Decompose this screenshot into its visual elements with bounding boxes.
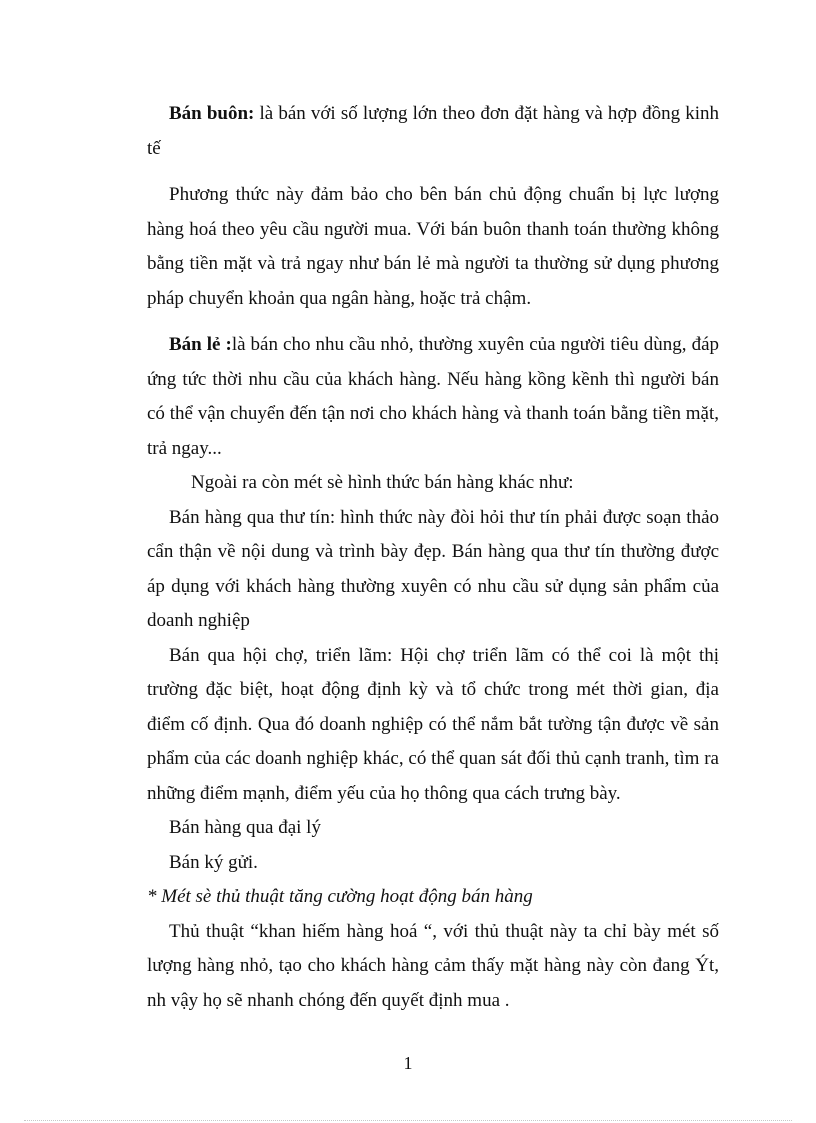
term-ban-le: Bán lẻ : bbox=[169, 334, 232, 355]
paragraph-ban-le bbox=[147, 328, 719, 466]
page-number: 1 bbox=[403, 1053, 413, 1073]
paragraph-thu-tin: Bán hàng qua thư tín: hình thức này đòi hỏi thư tín phải được soạn thảo cẩn thận về nội dung và trình bày đẹp. Bán hàng qua thư tín thường được áp dụng với khách hàng thường xuyên có nhu cầu sử dụng sản phẩm của doanh nghiệp bbox=[147, 506, 719, 631]
document-body bbox=[147, 97, 719, 1018]
paragraph-khan-hiem: Thủ thuật “khan hiếm hàng hoá “, với thủ thuật này ta chỉ bày mét số lượng hàng nhỏ, tạo cho khách hàng cảm thấy mặt hàng này còn đang Ýt, nh vậy họ sẽ nhanh chóng đến quyết định mua . bbox=[147, 920, 719, 1011]
paragraph-phuong-thuc: Phương thức này đảm bảo cho bên bán chủ động chuẩn bị lực lượng hàng hoá theo yêu cầu người mua. Với bán buôn thanh toán thường không bằng tiền mặt và trả ngay như bán lẻ mà người ta thường sử dụng phương pháp chuyển khoản qua ngân hàng, hoặc trả chậm. bbox=[147, 184, 719, 309]
paragraph-dai-ly: Bán hàng qua đại lý bbox=[169, 817, 321, 838]
paragraph-ban-buon bbox=[147, 97, 719, 166]
page-bottom-divider bbox=[24, 1120, 792, 1121]
definition-ban-buon: là bán với số lượng lớn theo đơn đặt hàng và hợp đồng kinh tế bbox=[147, 103, 719, 159]
definition-ban-le: là bán cho nhu cầu nhỏ, thường xuyên của người tiêu dùng, đáp ứng tức thời nhu cầu của khách hàng. Nếu hàng kồng kềnh thì người bán có thể vận chuyển đến tận nơi cho khách hàng và thanh toán bằng tiền mặt, trả ngay... bbox=[147, 334, 719, 459]
section-heading-thu-thuat: * Mét sè thủ thuật tăng cường hoạt động bán hàng bbox=[147, 886, 533, 907]
paragraph-hinh-thuc-khac: Ngoài ra còn mét sè hình thức bán hàng khác như: bbox=[191, 472, 574, 493]
term-ban-buon: Bán buôn: bbox=[169, 103, 255, 124]
paragraph-hoi-cho: Bán qua hội chợ, triển lãm: Hội chợ triển lãm có thể coi là một thị trường đặc biệt, hoạt động định kỳ và tổ chức trong mét thời gian, địa điểm cố định. Qua đó doanh nghiệp có thể nắm bắt tường tận được về sản phẩm của các doanh nghiệp khác, có thể quan sát đối thủ cạnh tranh, tìm ra những điểm mạnh, điểm yếu của họ thông qua cách trưng bày. bbox=[147, 644, 719, 804]
paragraph-ky-gui: Bán ký gửi. bbox=[169, 851, 258, 873]
